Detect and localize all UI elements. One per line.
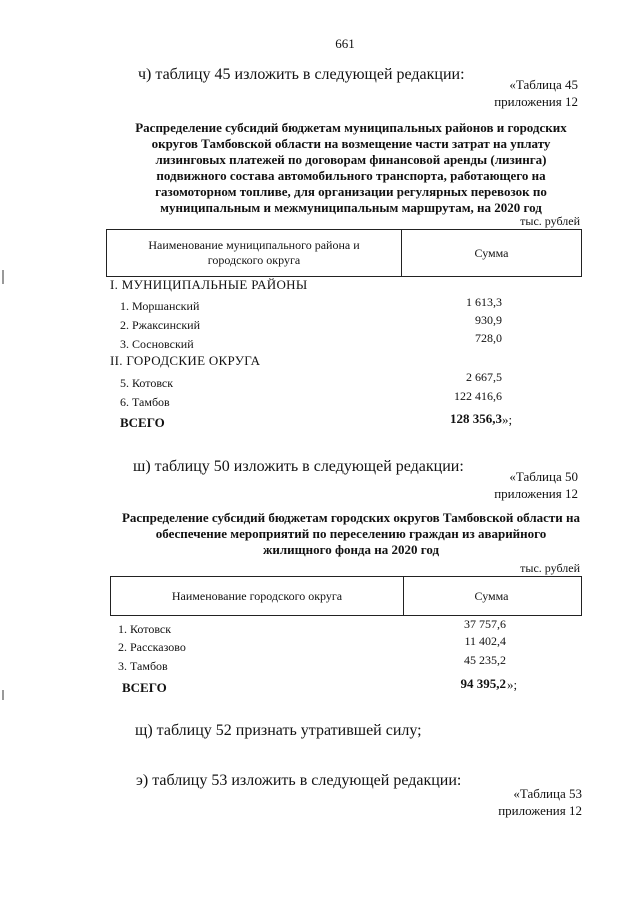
table-reference xyxy=(494,468,578,502)
instruction-table-53: э) таблицу 53 изложить в следующей редакции: xyxy=(136,772,462,789)
table-ref-line1: «Таблица 53 xyxy=(513,786,582,801)
table-title: Распределение субсидий бюджетам муниципальных районов и городских округов Тамбовской области на возмещение части затрат на уплату лизинговых платежей по договорам финансовой аренды (лизинга) подвижного состава автомобильного транспорта, работающего на газомоторном топливе, для организации регулярных перевозок по муниципальным и межмуниципальным маршрутам, на 2020 год xyxy=(135,120,567,215)
section-heading: II. ГОРОДСКИЕ ОКРУГА xyxy=(110,353,261,368)
scan-artifact xyxy=(2,270,4,284)
table-title: Распределение субсидий бюджетам городских округов Тамбовской области на обеспечение мероприятий по переселению граждан из аварийного жилищного фонда на 2020 год xyxy=(121,510,581,557)
instruction-table-45: ч) таблицу 45 изложить в следующей редакции: xyxy=(138,66,465,83)
table-row-value: 122 416,6 xyxy=(454,389,502,403)
table-ref-line2: приложения 12 xyxy=(498,803,582,818)
total-label: ВСЕГО xyxy=(122,680,167,695)
table-reference xyxy=(498,785,582,819)
total-label: ВСЕГО xyxy=(120,415,165,430)
table-row-name: 1. Котовск xyxy=(118,622,172,636)
header-sum-column: Сумма xyxy=(402,230,582,276)
units-label: тыс. рублей xyxy=(520,561,580,575)
section-heading: I. МУНИЦИПАЛЬНЫЕ РАЙОНЫ xyxy=(110,277,308,292)
table-ref-line2: приложения 12 xyxy=(494,486,578,501)
table-row-value: 45 235,2 xyxy=(464,653,506,667)
table-row-name: 5. Котовск xyxy=(120,376,174,390)
units-label: тыс. рублей xyxy=(520,214,580,228)
instruction-table-50: ш) таблицу 50 изложить в следующей редакции: xyxy=(133,458,464,475)
table-reference xyxy=(494,76,578,110)
table-ref-line1: «Таблица 50 xyxy=(509,469,578,484)
table-row-name: 2. Рассказово xyxy=(118,640,186,654)
table-row-value: 37 757,6 xyxy=(464,617,506,631)
table-ref-line2: приложения 12 xyxy=(494,94,578,109)
table-row-name: 2. Ржаксинский xyxy=(120,318,200,332)
table-row-value: 2 667,5 xyxy=(466,370,502,384)
table-row-value: 1 613,3 xyxy=(466,295,502,309)
table-row-value: 11 402,4 xyxy=(464,634,506,648)
table-row-name: 3. Тамбов xyxy=(118,659,168,673)
total-value: 94 395,2 xyxy=(460,676,506,691)
table-header xyxy=(106,229,582,277)
scan-artifact xyxy=(2,690,4,700)
instruction-table-52: щ) таблицу 52 признать утратившей силу; xyxy=(135,722,422,739)
table-row-value: 930,9 xyxy=(475,313,502,327)
table-ref-line1: «Таблица 45 xyxy=(509,77,578,92)
table-header xyxy=(110,576,582,616)
page-number: 661 xyxy=(335,36,355,51)
total-value: 128 356,3 xyxy=(450,411,502,426)
header-sum-column: Сумма xyxy=(402,577,582,615)
table-row-name: 1. Моршанский xyxy=(120,299,200,313)
table-row-name: 6. Тамбов xyxy=(120,395,170,409)
closing-quote: »; xyxy=(507,677,518,692)
closing-quote: »; xyxy=(502,412,513,427)
header-name-column: Наименование городского округа xyxy=(110,577,404,615)
table-row-name: 3. Сосновский xyxy=(120,337,194,351)
table-row-value: 728,0 xyxy=(475,331,502,345)
header-name-column: Наименование муниципального района и городского округа xyxy=(106,230,402,276)
